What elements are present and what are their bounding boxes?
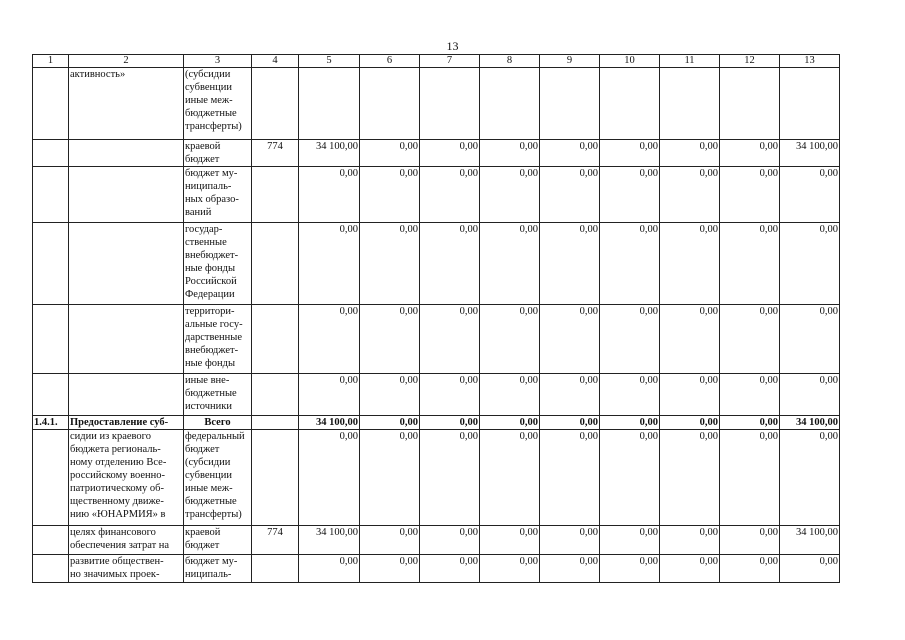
code-cell (252, 305, 299, 374)
amount-cell: 0,00 (480, 374, 540, 416)
row-number-cell (33, 223, 69, 305)
row-number-cell (33, 526, 69, 555)
cell-line: бюджетные (185, 496, 237, 507)
amount-cell: 0,00 (420, 430, 480, 526)
cell-line: ному отделению Все- (70, 457, 167, 468)
amount-cell: 0,00 (720, 374, 780, 416)
amount-cell: 0,00 (540, 374, 600, 416)
cell-line: обеспечения затрат на (70, 540, 170, 551)
amount-cell: 0,00 (660, 167, 720, 223)
amount-cell: 0,00 (540, 430, 600, 526)
row-number-cell (33, 68, 69, 140)
cell-line: трансферты) (185, 509, 242, 520)
cell-line: бюджета региональ- (70, 444, 161, 455)
amount-cell: 0,00 (660, 223, 720, 305)
event-name-cell (69, 526, 184, 555)
amount-cell: 0,00 (660, 140, 720, 167)
code-cell: 774 (252, 526, 299, 555)
column-header: 2 (69, 55, 184, 68)
event-name-cell (69, 68, 184, 140)
amount-cell: 0,00 (360, 305, 420, 374)
table-row (33, 140, 840, 167)
funding-source-cell (184, 416, 252, 430)
amount-cell: 0,00 (299, 430, 360, 526)
cell-line: развитие обществен- (70, 556, 164, 567)
cell-line: целях финансового (70, 527, 156, 538)
column-header: 6 (360, 55, 420, 68)
cell-line: бюджет (185, 154, 220, 165)
column-header: 11 (660, 55, 720, 68)
cell-line: альные госу- (185, 319, 243, 330)
amount-cell: 34 100,00 (780, 526, 840, 555)
amount-cell: 0,00 (660, 305, 720, 374)
amount-cell: 0,00 (780, 430, 840, 526)
code-cell (252, 68, 299, 140)
amount-cell (660, 68, 720, 140)
amount-cell: 0,00 (720, 416, 780, 430)
cell-line: бюджет (185, 444, 220, 455)
cell-line: сидии из краевого (70, 431, 151, 442)
cell-line: субвенции (185, 470, 233, 481)
amount-cell (299, 68, 360, 140)
amount-cell: 0,00 (420, 374, 480, 416)
cell-line: активность» (70, 69, 126, 80)
table-row (33, 223, 840, 305)
code-cell (252, 374, 299, 416)
amount-cell: 0,00 (480, 430, 540, 526)
amount-cell (720, 68, 780, 140)
amount-cell: 0,00 (299, 374, 360, 416)
funding-source-cell (184, 555, 252, 583)
table-row (33, 167, 840, 223)
cell-line: Российской (185, 276, 237, 287)
amount-cell: 0,00 (600, 305, 660, 374)
amount-cell: 34 100,00 (780, 416, 840, 430)
amount-cell: 0,00 (480, 223, 540, 305)
table-row (33, 430, 840, 526)
cell-line: дарственные (185, 332, 243, 343)
amount-cell: 0,00 (420, 555, 480, 583)
amount-cell: 0,00 (780, 555, 840, 583)
event-name-cell (69, 167, 184, 223)
cell-line: ные фонды (185, 358, 236, 369)
cell-line: источники (185, 401, 232, 412)
cell-line: Федерации (185, 289, 235, 300)
amount-cell: 34 100,00 (299, 526, 360, 555)
amount-cell (420, 68, 480, 140)
table-row (33, 416, 840, 430)
cell-line: (субсидии (185, 457, 231, 468)
amount-cell: 0,00 (420, 526, 480, 555)
amount-cell: 0,00 (780, 374, 840, 416)
amount-cell: 0,00 (600, 555, 660, 583)
cell-line: патриотическому об- (70, 483, 165, 494)
cell-line: ственные (185, 237, 227, 248)
funding-source-cell (184, 140, 252, 167)
amount-cell: 0,00 (540, 526, 600, 555)
cell-line: ниципаль- (185, 181, 232, 192)
cell-line: территори- (185, 306, 235, 317)
amount-cell: 0,00 (480, 140, 540, 167)
amount-cell: 0,00 (540, 167, 600, 223)
cell-line: Предоставление суб- (70, 417, 169, 428)
amount-cell: 0,00 (480, 416, 540, 430)
column-header: 4 (252, 55, 299, 68)
amount-cell (600, 68, 660, 140)
column-header: 1 (33, 55, 69, 68)
funding-source-cell (184, 526, 252, 555)
amount-cell: 0,00 (480, 555, 540, 583)
cell-line: внебюджет- (185, 250, 239, 261)
amount-cell: 0,00 (660, 555, 720, 583)
column-header: 12 (720, 55, 780, 68)
amount-cell: 0,00 (360, 140, 420, 167)
amount-cell: 0,00 (540, 555, 600, 583)
cell-line: федеральный (185, 431, 245, 442)
cell-line: нию «ЮНАРМИЯ» в (70, 509, 166, 520)
funding-source-cell (184, 305, 252, 374)
cell-line: бюджетные (185, 108, 237, 119)
amount-cell: 0,00 (600, 526, 660, 555)
amount-cell: 0,00 (600, 140, 660, 167)
row-number-cell (33, 140, 69, 167)
amount-cell: 0,00 (540, 305, 600, 374)
code-cell (252, 430, 299, 526)
cell-line: российскому военно- (70, 470, 166, 481)
event-name-cell (69, 374, 184, 416)
cell-line: иные меж- (185, 483, 233, 494)
cell-line: иные меж- (185, 95, 233, 106)
amount-cell: 0,00 (360, 374, 420, 416)
row-number-cell (33, 305, 69, 374)
amount-cell: 0,00 (360, 526, 420, 555)
event-name-cell (69, 223, 184, 305)
cell-line: бюджет му- (185, 556, 238, 567)
amount-cell (780, 68, 840, 140)
amount-cell: 0,00 (660, 430, 720, 526)
code-cell: 774 (252, 140, 299, 167)
amount-cell: 0,00 (480, 526, 540, 555)
funding-source-cell (184, 223, 252, 305)
amount-cell: 0,00 (420, 416, 480, 430)
amount-cell: 0,00 (600, 167, 660, 223)
event-name-cell (69, 430, 184, 526)
row-number-cell (33, 167, 69, 223)
amount-cell: 0,00 (480, 305, 540, 374)
code-cell (252, 223, 299, 305)
event-name-cell (69, 140, 184, 167)
amount-cell: 34 100,00 (299, 416, 360, 430)
funding-source-cell (184, 430, 252, 526)
column-header: 5 (299, 55, 360, 68)
cell-line: щественному движе- (70, 496, 164, 507)
amount-cell: 0,00 (720, 223, 780, 305)
table-row (33, 374, 840, 416)
cell-line: государ- (185, 224, 223, 235)
cell-line: но значимых проек- (70, 569, 160, 580)
cell-line: бюджетные (185, 388, 237, 399)
amount-cell: 0,00 (600, 430, 660, 526)
row-number-cell (33, 555, 69, 583)
amount-cell: 0,00 (299, 305, 360, 374)
page-number: 13 (446, 39, 459, 53)
column-header: 13 (780, 55, 840, 68)
amount-cell: 0,00 (780, 305, 840, 374)
header-row (33, 55, 840, 68)
amount-cell: 0,00 (420, 167, 480, 223)
amount-cell (360, 68, 420, 140)
cell-line: бюджет му- (185, 168, 238, 179)
amount-cell: 0,00 (600, 374, 660, 416)
cell-line: краевой (185, 527, 221, 538)
amount-cell: 0,00 (299, 555, 360, 583)
amount-cell: 0,00 (720, 430, 780, 526)
amount-cell: 0,00 (480, 167, 540, 223)
amount-cell: 0,00 (360, 555, 420, 583)
amount-cell: 0,00 (660, 416, 720, 430)
cell-line: внебюджет- (185, 345, 239, 356)
amount-cell: 0,00 (299, 223, 360, 305)
cell-line: (субсидии (185, 69, 231, 80)
amount-cell: 34 100,00 (780, 140, 840, 167)
budget-table (32, 54, 840, 583)
cell-line: ных образо- (185, 194, 239, 205)
amount-cell: 0,00 (720, 305, 780, 374)
amount-cell: 0,00 (720, 526, 780, 555)
column-header: 3 (184, 55, 252, 68)
funding-source-cell (184, 68, 252, 140)
code-cell (252, 555, 299, 583)
code-cell (252, 167, 299, 223)
funding-source-cell (184, 167, 252, 223)
event-name-cell (69, 555, 184, 583)
cell-line: бюджет (185, 540, 220, 551)
cell-line: ваний (185, 207, 212, 218)
column-header: 9 (540, 55, 600, 68)
column-header: 8 (480, 55, 540, 68)
cell-line: Всего (204, 417, 231, 428)
amount-cell: 0,00 (360, 430, 420, 526)
table-row (33, 526, 840, 555)
amount-cell: 0,00 (420, 223, 480, 305)
cell-line: трансферты) (185, 121, 242, 132)
amount-cell: 0,00 (360, 223, 420, 305)
table-row (33, 555, 840, 583)
amount-cell: 0,00 (600, 416, 660, 430)
amount-cell: 0,00 (780, 223, 840, 305)
cell-line: ниципаль- (185, 569, 232, 580)
amount-cell: 0,00 (600, 223, 660, 305)
amount-cell: 0,00 (780, 167, 840, 223)
amount-cell: 0,00 (420, 305, 480, 374)
amount-cell: 0,00 (720, 167, 780, 223)
amount-cell: 0,00 (420, 140, 480, 167)
cell-line: субвенции (185, 82, 233, 93)
table-body (33, 55, 840, 583)
column-header: 10 (600, 55, 660, 68)
cell-line: ные фонды (185, 263, 236, 274)
row-number-cell: 1.4.1. (33, 416, 69, 430)
table-row (33, 305, 840, 374)
amount-cell: 0,00 (540, 416, 600, 430)
amount-cell: 0,00 (720, 555, 780, 583)
amount-cell (540, 68, 600, 140)
table-row (33, 68, 840, 140)
amount-cell (480, 68, 540, 140)
amount-cell: 0,00 (660, 374, 720, 416)
amount-cell: 34 100,00 (299, 140, 360, 167)
cell-line: краевой (185, 141, 221, 152)
amount-cell: 0,00 (360, 167, 420, 223)
amount-cell: 0,00 (540, 140, 600, 167)
amount-cell: 0,00 (299, 167, 360, 223)
code-cell (252, 416, 299, 430)
funding-source-cell (184, 374, 252, 416)
amount-cell: 0,00 (540, 223, 600, 305)
row-number-cell (33, 374, 69, 416)
cell-line: иные вне- (185, 375, 230, 386)
event-name-cell (69, 416, 184, 430)
row-number-cell (33, 430, 69, 526)
amount-cell: 0,00 (360, 416, 420, 430)
amount-cell: 0,00 (660, 526, 720, 555)
amount-cell: 0,00 (720, 140, 780, 167)
event-name-cell (69, 305, 184, 374)
column-header: 7 (420, 55, 480, 68)
